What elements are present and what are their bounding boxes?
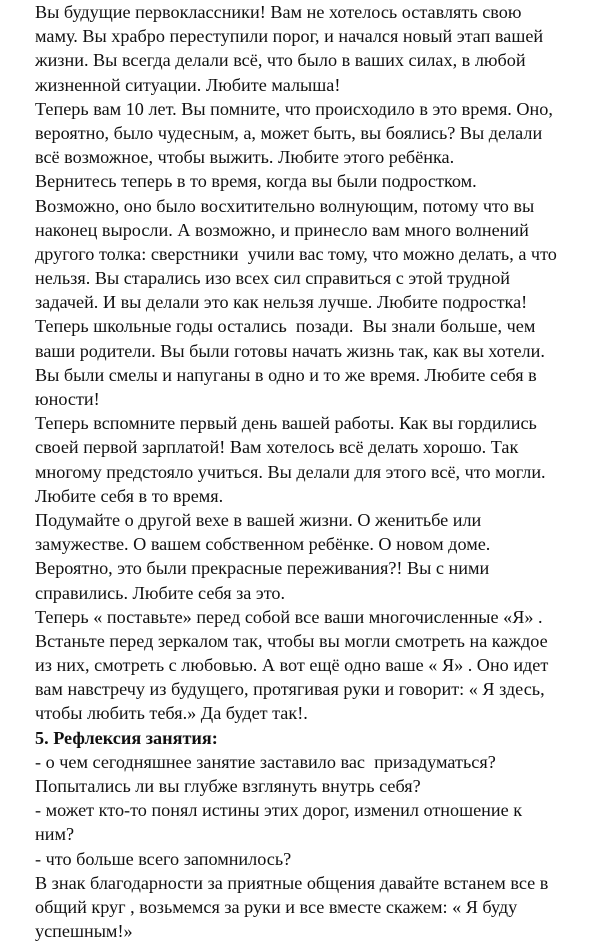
text-line: ваши родители. Вы были готовы начать жизнь так, как вы хотели. [35,340,545,361]
text-line: Теперь вспомните первый день вашей работы. Как вы гордились [35,413,537,434]
text-line: маму. Вы храбро переступили порог, и начался новый этап вашей [35,26,544,47]
text-line: вероятно, было чудесным, а, может быть, вы боялись? Вы делали [35,122,543,143]
text-line: задачей. И вы делали это как нельзя лучше. Любите подростка! [35,292,528,313]
text-line: другого толка: сверстники учили вас тому, что можно делать, а что [35,243,557,264]
text-line: Подумайте о другой вехе в вашей жизни. О женитьбе или [35,509,482,530]
text-line: Вы были смелы и напуганы в одно и то же время. Любите себя в [35,364,537,385]
text-line: вам навстречу из будущего, протягивая руки и говорит: « Я здесь, [35,679,545,700]
document-page [35,0,595,943]
text-line: из них, смотреть с любовью. А вот ещё одно ваше « Я» . Оно идет [35,655,549,676]
text-line: справились. Любите себя за это. [35,582,286,603]
text-line: всё возможное, чтобы выжить. Любите этого ребёнка. [35,147,455,168]
text-line: Теперь « поставьте» перед собой все ваши многочисленные «Я» . [35,606,543,627]
text-line: ним? [35,824,75,845]
text-line: Возможно, оно было восхитительно волнующим, потому что вы [35,195,535,216]
text-line: наконец выросли. А возможно, и принесло вам много волнений [35,219,529,240]
text-line: многому предстояло учиться. Вы делали для этого всё, что могли. [35,461,546,482]
text-line: Вы будущие первоклассники! Вам не хотелось оставлять свою [35,2,522,22]
text-line: - может кто-то понял истины этих дорог, изменил отношение к [35,800,523,821]
text-line: Вернитесь теперь в то время, когда вы были подростком. [35,171,477,192]
text-line: Теперь вам 10 лет. Вы помните, что происходило в это время. Оно, [35,98,553,119]
text-line: жизненной ситуации. Любите малыша! [35,74,341,95]
text-line: В знак благодарности за приятные общения давайте встанем все в [35,872,549,893]
text-line: - что больше всего запомнилось? [35,848,292,869]
text-line: - о чем сегодняшнее занятие заставило вас призадуматься? [35,751,496,772]
text-line: юности! [35,389,100,409]
text-line: жизни. Вы всегда делали всё, что было в ваших силах, в любой [35,50,526,71]
text-line: успешным!» [35,921,133,942]
text-line: Теперь школьные годы остались позади. Вы знали больше, чем [35,316,536,337]
text-line: замужестве. О вашем собственном ребёнке. О новом доме. [35,534,491,555]
text-line: Любите себя в то время. [35,485,224,506]
text-line: Вероятно, это были прекрасные переживания?! Вы с ними [35,558,490,579]
section-heading: 5. Рефлексия занятия: [35,727,218,748]
text-line: Встаньте перед зеркалом так, чтобы вы могли смотреть на каждое [35,630,548,651]
text-line: общий круг , возьмемся за руки и все вместе скажем: « Я буду [35,896,518,917]
text-line: своей первой зарплатой! Вам хотелось всё делать хорошо. Так [35,437,519,458]
text-line: Попытались ли вы глубже взглянуть внутрь себя? [35,776,421,796]
text-line: нельзя. Вы старались изо всех сил справиться с этой трудной [35,268,511,289]
text-line: чтобы любить тебя.» Да будет так!. [35,703,308,724]
